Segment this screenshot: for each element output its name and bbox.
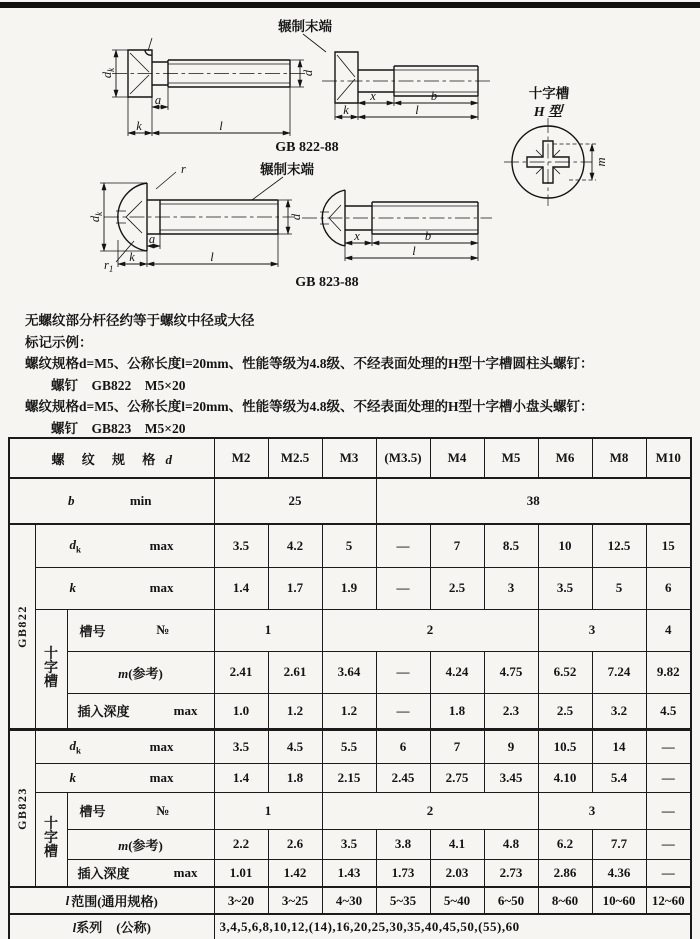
spec-table [8,437,692,939]
value-cell: 4.10 [538,763,592,792]
slot-no-cell: — [646,792,691,829]
col-header-size: M5 [484,438,538,478]
gb822-k-label: k max [35,567,214,609]
gb823-partial-view [302,190,492,261]
dim-l: l [415,103,419,117]
recess-type: H 型 [533,105,563,120]
slot-no-cell: 3 [538,609,646,651]
slot-no-cell: 2 [322,792,538,829]
gb822-depth-label: 插入深度 max [67,693,214,729]
dim-k: k [136,119,142,133]
value-cell: 8.5 [484,524,538,567]
value-cell: 2.73 [484,859,538,887]
value-cell: 4.5 [268,729,322,763]
rolled-end-label: 辗制末端 [278,19,332,34]
cross-recess-view [504,85,608,206]
value-cell: 1.0 [214,693,268,729]
l-range-cell: 5~40 [430,887,484,914]
value-cell: 1.73 [376,859,430,887]
note-gb823-example: 螺纹规格d=M5、公称长度l=20mm、性能等级为4.8级、不经表面处理的H型十字槽小盘头螺钉： [25,399,594,414]
value-cell: 7 [430,729,484,763]
value-cell: 6.52 [538,651,592,693]
gb823-recess-label: 十 字 槽 [35,792,67,887]
l-series-label: l系列 (公称) [9,914,214,939]
dim-b: b [430,89,438,103]
value-cell: 1.2 [322,693,376,729]
value-cell: 1.42 [268,859,322,887]
value-cell: 6 [376,729,430,763]
col-header-size: M2 [214,438,268,478]
value-cell: 1.2 [268,693,322,729]
l-range-cell: 6~50 [484,887,538,914]
value-cell: 4.75 [484,651,538,693]
value-cell: 3.45 [484,763,538,792]
value-cell: 7 [430,524,484,567]
value-cell: 3.8 [376,829,430,859]
value-cell: 2.5 [430,567,484,609]
value-cell: 2.41 [214,651,268,693]
value-cell: 2.61 [268,651,322,693]
note-gb822-example: 螺纹规格d=M5、公称长度l=20mm、性能等级为4.8级、不经表面处理的H型十字槽圆柱头螺钉： [25,356,594,371]
value-cell: 6.2 [538,829,592,859]
value-cell: 9 [484,729,538,763]
note-gb823-designation: 螺钉 GB823 M5×20 [51,420,186,436]
value-cell: — [376,651,430,693]
value-cell: 7.24 [592,651,646,693]
dim-m: m [594,157,608,167]
value-cell: 1.7 [268,567,322,609]
gb823-dk-label: $d_k$ max [35,729,214,763]
gb822-caption: GB 822-88 [275,140,339,155]
value-cell: 2.03 [430,859,484,887]
l-range-cell: 3~20 [214,887,268,914]
l-range-cell: 3~25 [268,887,322,914]
l-range-cell: 4~30 [322,887,376,914]
value-cell: 4.5 [646,693,691,729]
slot-no-cell: 4 [646,609,691,651]
gb823-m-label: m(参考) [67,829,214,859]
dim-k: k [129,250,135,264]
l-range-cell: 5~35 [376,887,430,914]
gb823-slot-no-label: 槽号 № [67,792,214,829]
value-cell: 2.2 [214,829,268,859]
slot-no-cell: 1 [214,792,322,829]
value-cell: 1.4 [214,763,268,792]
value-cell: 3.5 [538,567,592,609]
dim-a: a [148,232,156,246]
value-cell: — [646,829,691,859]
note-shank-diameter: 无螺纹部分杆径约等于螺纹中径或大径 [25,313,255,328]
value-cell: 12.5 [592,524,646,567]
dim-x: x [370,89,376,103]
b-min-value-large: 38 [376,478,691,524]
value-cell: 1.01 [214,859,268,887]
gb822-partial-view [322,52,492,120]
gb823-caption: GB 823-88 [295,275,359,290]
dim-a: a [154,93,162,107]
value-cell: — [646,859,691,887]
value-cell: 1.43 [322,859,376,887]
notes-block [25,310,685,439]
gb823-group-label: GB823 [9,729,35,887]
slot-no-cell: 2 [322,609,538,651]
value-cell: 4.1 [430,829,484,859]
slot-no-cell: 1 [214,609,322,651]
value-cell: — [376,693,430,729]
value-cell: — [646,763,691,792]
thread-spec-header: 螺 纹 规 格 d [9,438,214,478]
technical-drawings [0,8,700,308]
value-cell: 5.5 [322,729,376,763]
value-cell: — [646,729,691,763]
value-cell: 2.45 [376,763,430,792]
value-cell: 15 [646,524,691,567]
value-cell: 2.86 [538,859,592,887]
gb822-recess-label: 十 字 槽 [35,609,67,729]
value-cell: 5.4 [592,763,646,792]
value-cell: 1.9 [322,567,376,609]
value-cell: 3.5 [214,524,268,567]
col-header-size: M8 [592,438,646,478]
gb822-group-label: GB822 [9,524,35,729]
dim-l: l [412,244,416,258]
value-cell: 14 [592,729,646,763]
slot-no-cell: 3 [538,792,646,829]
value-cell: 3.5 [214,729,268,763]
rolled-end-label: 辗制末端 [260,162,314,177]
value-cell: 6 [646,567,691,609]
dim-k: k [343,103,349,117]
value-cell: 3.2 [592,693,646,729]
col-header-size: M4 [430,438,484,478]
value-cell: 4.2 [268,524,322,567]
value-cell: 3.64 [322,651,376,693]
col-header-size: (M3.5) [376,438,430,478]
col-header-size: M6 [538,438,592,478]
dim-r: r [181,162,186,176]
dim-l: l [210,250,214,264]
value-cell: 5 [322,524,376,567]
value-cell: 3.5 [322,829,376,859]
gb822-slot-no-label: 槽号 № [67,609,214,651]
dim-dk: $d_k$ [88,211,104,223]
value-cell: 3 [484,567,538,609]
value-cell: 9.82 [646,651,691,693]
l-range-cell: 8~60 [538,887,592,914]
note-designation-heading: 标记示例： [25,334,93,350]
value-cell: 10.5 [538,729,592,763]
l-range-cell: 12~60 [646,887,691,914]
note-gb822-designation: 螺钉 GB822 M5×20 [51,377,186,393]
value-cell: 7.7 [592,829,646,859]
value-cell: 4.24 [430,651,484,693]
value-cell: 2.75 [430,763,484,792]
recess-title: 十字槽 [528,86,570,101]
col-header-size: M10 [646,438,691,478]
col-header-size: M3 [322,438,376,478]
dim-x: x [354,229,360,243]
gb823-k-label: k max [35,763,214,792]
dim-r1: $r_1$ [104,258,114,274]
value-cell: 1.4 [214,567,268,609]
value-cell: 2.15 [322,763,376,792]
value-cell: 1.8 [268,763,322,792]
value-cell: 1.8 [430,693,484,729]
gb822-side-view [100,18,339,155]
b-min-value-small: 25 [214,478,376,524]
gb823-side-view [88,161,359,290]
col-header-size: M2.5 [268,438,322,478]
value-cell: — [376,567,430,609]
value-cell: 2.6 [268,829,322,859]
value-cell: 5 [592,567,646,609]
gb823-depth-label: 插入深度 max [67,859,214,887]
l-range-cell: 10~60 [592,887,646,914]
gb822-m-label: m(参考) [67,651,214,693]
dim-d: d [289,213,303,221]
value-cell: 4.8 [484,829,538,859]
dim-d: d [301,69,315,77]
l-series-values: 3,4,5,6,8,10,12,(14),16,20,25,30,35,40,45,50,(55),60 [214,914,691,939]
value-cell: 4.36 [592,859,646,887]
value-cell: 10 [538,524,592,567]
dim-dk: $d_k$ [100,67,116,79]
l-range-label: l 范围(通用规格) [9,887,214,914]
gb822-dk-label: $d_k$ max [35,524,214,567]
b-min-label: b min [9,478,214,524]
value-cell: 2.5 [538,693,592,729]
dim-b: b [424,229,432,243]
dim-l: l [219,119,223,133]
value-cell: — [376,524,430,567]
value-cell: 2.3 [484,693,538,729]
